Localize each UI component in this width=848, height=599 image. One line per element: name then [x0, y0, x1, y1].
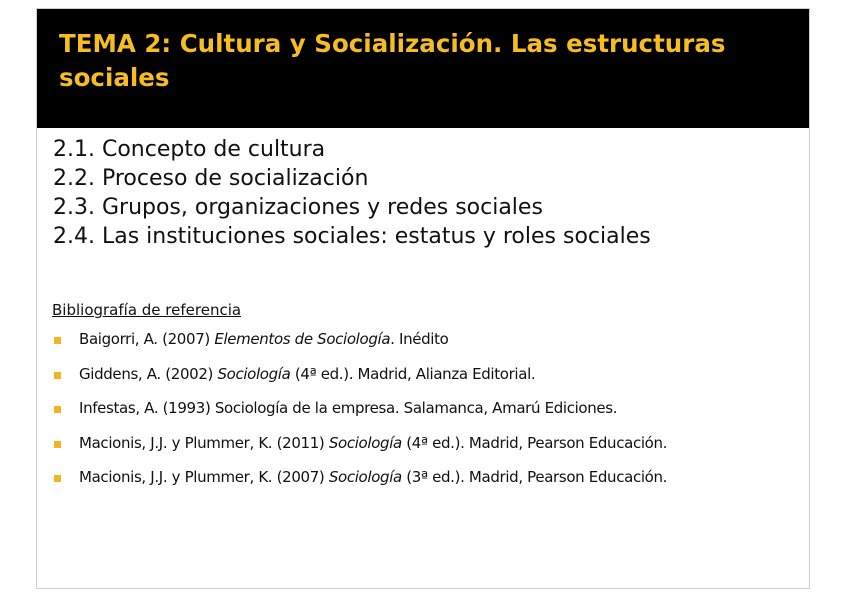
- reference-author: Macionis, J.J. y Plummer, K. (2007): [79, 468, 329, 486]
- reference-title: Sociología: [328, 433, 402, 452]
- reference-item: [54, 329, 667, 364]
- reference-details: . Inédito: [390, 330, 449, 348]
- reference-title: Elementos de Sociología: [214, 330, 391, 348]
- slide-title: TEMA 2: Cultura y Socialización. Las estructuras sociales: [59, 29, 726, 92]
- reference-details: (3ª ed.). Madrid, Pearson Educación.: [401, 468, 668, 486]
- reference-title: Sociología: [217, 364, 291, 383]
- square-bullet-icon: [54, 337, 61, 344]
- reference-list: [54, 329, 667, 502]
- square-bullet-icon: [54, 475, 61, 482]
- reference-author: Macionis, J.J. y Plummer, K. (2011): [79, 433, 329, 452]
- reference-text: [79, 398, 617, 418]
- reference-text: [79, 467, 667, 487]
- topic-item: 2.2. Proceso de socialización: [53, 166, 369, 191]
- reference-text: [79, 433, 667, 453]
- reference-item: [54, 364, 667, 399]
- topic-item: 2.1. Concepto de cultura: [53, 137, 326, 162]
- reference-item: [54, 398, 667, 433]
- reference-title: Sociología: [328, 468, 402, 486]
- reference-details: (4ª ed.). Madrid, Alianza Editorial.: [290, 364, 536, 383]
- title-bar: [37, 9, 809, 128]
- reference-details: (4ª ed.). Madrid, Pearson Educación.: [401, 433, 668, 452]
- reference-author: Giddens, A. (2002): [79, 364, 218, 383]
- topic-list: [53, 135, 651, 251]
- topic-item: 2.3. Grupos, organizaciones y redes sociales: [53, 195, 543, 220]
- reference-item: [54, 433, 667, 468]
- slide: [36, 8, 810, 589]
- reference-text: [79, 329, 448, 349]
- square-bullet-icon: [54, 372, 61, 379]
- square-bullet-icon: [54, 441, 61, 448]
- square-bullet-icon: [54, 406, 61, 413]
- reference-author: Infestas, A. (1993) Sociología de la empresa. Salamanca, Amarú Ediciones.: [79, 399, 618, 417]
- reference-text: [79, 364, 535, 384]
- bibliography-heading: Bibliografía de referencia: [52, 301, 242, 319]
- reference-item: [54, 467, 667, 502]
- reference-author: Baigorri, A. (2007): [79, 330, 215, 348]
- topic-item: 2.4. Las instituciones sociales: estatus y roles sociales: [53, 224, 651, 249]
